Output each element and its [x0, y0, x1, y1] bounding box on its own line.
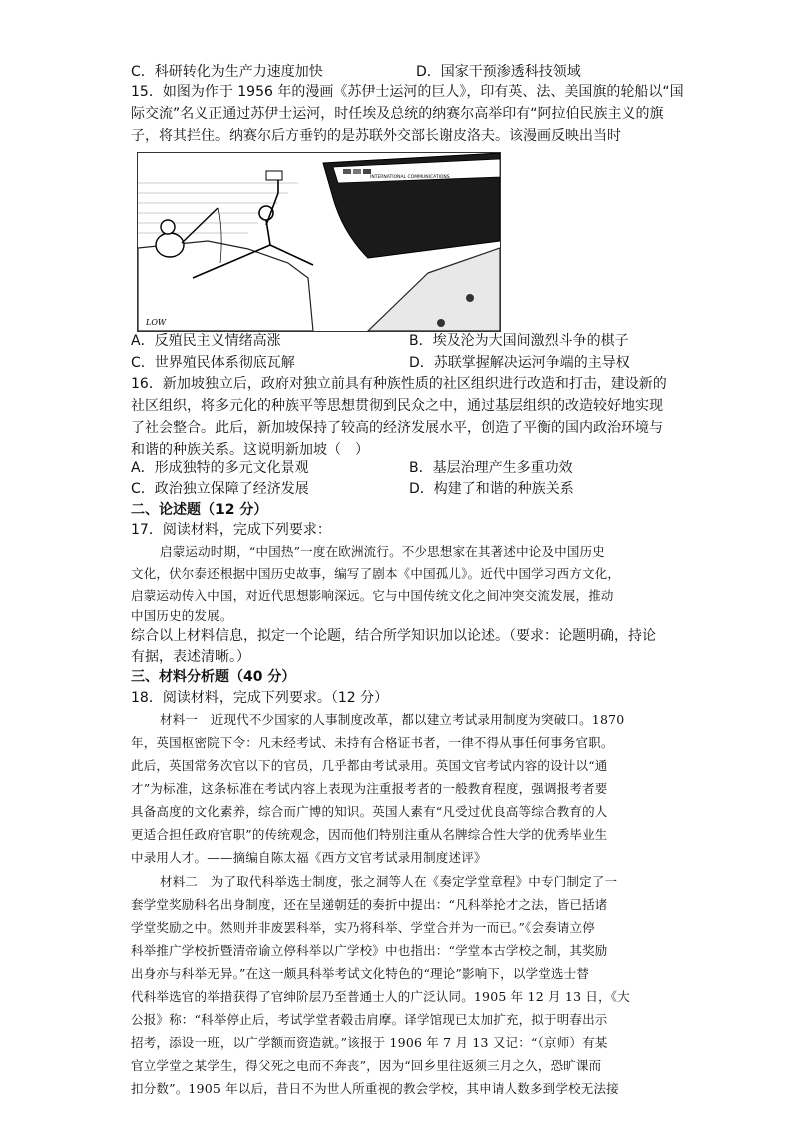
q17-task-line-2: 有据，表述清晰。）: [131, 649, 250, 665]
ship-text: INTERNATIONAL COMMUNICATIONS: [370, 175, 450, 180]
q17-task-line-1: 综合以上材料信息，拟定一个论题，结合所学知识加以论述。（要求：论题明确，持论: [131, 628, 656, 644]
q18-material1-line-5: 具备高度的文化素养，综合而广博的知识。英国人素有“凡受过优良高等综合教育的人: [131, 804, 608, 819]
q15-option-b[interactable]: B．埃及沦为大国间激烈斗争的棋子: [409, 333, 629, 349]
right-dock: [368, 248, 500, 331]
q18-material1-line-3: 此后，英国常务次官以下的官员，几乎都由考试录用。英国文官考试内容的设计以“通: [131, 758, 608, 773]
q18-material1-line-1: 材料一 近现代不少国家的人事制度改革，都以建立考试录用制度为突破口。1870: [160, 712, 625, 727]
nationalism-flag: [266, 171, 282, 180]
q15-stem-line-2: 际交流”名义正通过苏伊士运河，时任埃及总统的纳赛尔高举印有“阿拉伯民族主义的旗: [131, 106, 664, 122]
q16-option-a[interactable]: A．形成独特的多元文化景观: [131, 460, 309, 476]
section-2-heading: 二、论述题（12 分）: [131, 502, 268, 518]
q18-material2-line-5: 出身亦与科举无异。”在这一颇具科举考试文化特色的“理论”影响下，以学堂选士替: [131, 966, 590, 981]
q18-material2-line-8: 招考，添设一班，以广学额而资造就。”该报于 1906 年 7 月 13 又记：“（京师）有某: [131, 1035, 608, 1050]
q16-stem-line-3: 了社会整合。此后，新加坡保持了较高的经济发展水平，创造了平衡的国内政治环境与: [131, 420, 663, 436]
q17-title: 17．阅读材料，完成下列要求：: [131, 522, 331, 538]
q16-option-b[interactable]: B．基层治理产生多重功效: [409, 460, 573, 476]
section-3-heading: 三、材料分析题（40 分）: [131, 669, 296, 685]
q18-material2-line-4: 科举推广学校折暨清帝谕立停科举以广学校》中也指出：“学堂本古学校之制，其奖励: [131, 943, 608, 958]
q18-material2-line-9: 官立学堂之某学生，得父死之电而不奔丧”，因为“回乡里往返须三月之久，恐旷课而: [131, 1058, 602, 1073]
flag-icon: [343, 169, 351, 174]
q17-material-line-4: 中国历史的发展。: [131, 608, 233, 623]
q17-material-line-3: 启蒙运动传入中国，对近代思想影响深远。它与中国传统文化之间冲突交流发展，推动: [131, 588, 614, 603]
q18-title: 18．阅读材料，完成下列要求。（12 分）: [131, 690, 389, 706]
bollard-icon: [437, 319, 445, 327]
q15-option-c[interactable]: C．世界殖民体系彻底瓦解: [131, 355, 295, 371]
q18-material2-line-2: 套学堂奖励科名出身制度，还在呈递朝廷的奏折中提出：“凡科举抡才之法，皆已括诸: [131, 897, 608, 912]
bollard-icon: [466, 294, 474, 302]
q18-material2-line-3: 学堂奖励之中。然则并非废罢科举，实乃将科举、学堂合并为一而已。”《会奏请立停: [131, 920, 595, 935]
q14-option-c[interactable]: C．科研转化为生产力速度加快: [131, 64, 323, 80]
q18-material2-line-1: 材料二 为了取代科举选士制度，张之洞等人在《奏定学堂章程》中专门制定了一: [160, 874, 618, 889]
q17-material-line-2: 文化，伏尔泰还根据中国历史故事，编写了剧本《中国孤儿》。近代中国学习西方文化，: [131, 566, 621, 581]
cartoon-drawing: [138, 153, 500, 331]
q16-stem-line-4: 和谐的种族关系。这说明新加坡（ ）: [131, 442, 369, 458]
q16-stem-line-1: 16．新加坡独立后，政府对独立前具有种族性质的社区组织进行改造和打击，建设新的: [131, 376, 667, 392]
q18-material2-line-6: 代科举选官的举措获得了官绅阶层乃至普通士人的广泛认同。1905 年 12 月 13 日，《大: [131, 989, 630, 1004]
q16-stem-line-2: 社区组织，将多元化的种族平等思想贯彻到民众之中，通过基层组织的改造较好地实现: [131, 398, 663, 414]
q15-option-a[interactable]: A．反殖民主义情绪高涨: [131, 333, 281, 349]
flag-icon: [363, 169, 371, 174]
q15-stem-line-1: 15．如图为作于 1956 年的漫画《苏伊士运河的巨人》，印有英、法、美国旗的轮船以“国: [131, 84, 684, 100]
flag-icon: [353, 169, 361, 174]
q16-option-c[interactable]: C．政治独立保障了经济发展: [131, 481, 309, 497]
q18-material1-line-2: 年，英国枢密院下令：凡未经考试、未持有合格证书者，一律不得从事任何事务官职。: [131, 735, 614, 750]
q18-material1-line-6: 更适合担任政府官职”的传统观念，因而他们特别注重从名牌综合性大学的优秀毕业生: [131, 827, 608, 842]
q18-material1-line-7: 中录用人才。——摘编自陈太福《西方文官考试录用制度述评》: [131, 850, 487, 865]
q15-stem-line-3: 子，将其拦住。纳赛尔后方垂钓的是苏联外交部长谢皮洛夫。该漫画反映出当时: [131, 128, 621, 144]
q18-material1-line-4: 才”为标准，这条标准在考试内容上表现为注重报考者的一般教育程度，强调报考者要: [131, 781, 608, 796]
q18-material2-line-7: 公报》称：“科举停止后，考试学堂者毂击肩摩。译学馆现已太加扩充，拟于明春出示: [131, 1012, 608, 1027]
q16-option-d[interactable]: D．构建了和谐的种族关系: [409, 481, 574, 497]
suez-canal-cartoon: [137, 152, 501, 332]
q14-option-d[interactable]: D．国家干预渗透科技领域: [416, 64, 581, 80]
artist-signature: LOW: [146, 318, 167, 327]
q17-material-line-1: 启蒙运动时期，“中国热”一度在欧洲流行。不少思想家在其著述中论及中国历史: [160, 544, 605, 559]
q15-option-d[interactable]: D．苏联掌握解决运河争端的主导权: [409, 355, 630, 371]
q18-material2-line-10: 扣分数”。1905 年以后，昔日不为世人所重视的教会学校，其申请人数多到学校无法接: [131, 1081, 619, 1096]
